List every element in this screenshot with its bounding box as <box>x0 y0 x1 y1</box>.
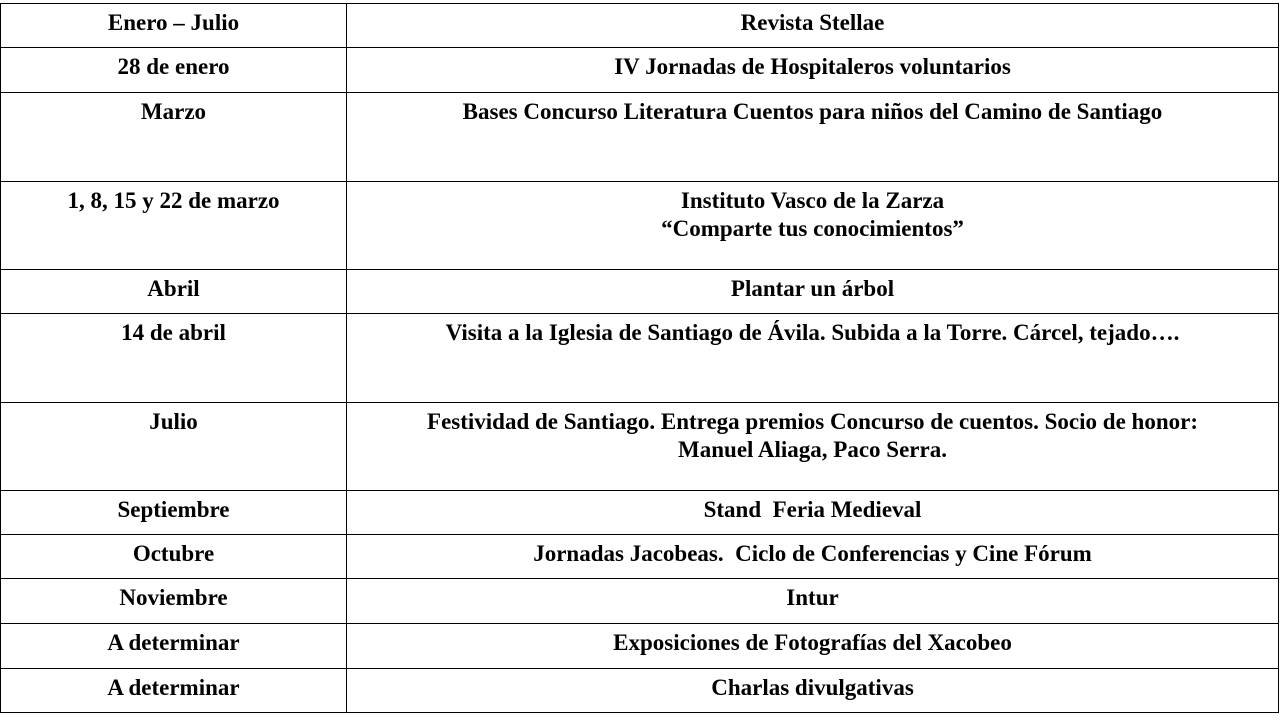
date-cell: 1, 8, 15 y 22 de marzo <box>1 182 347 270</box>
date-cell: Julio <box>1 403 347 491</box>
date-cell: Noviembre <box>1 579 347 624</box>
activity-schedule-table <box>0 3 1279 713</box>
date-cell: Octubre <box>1 535 347 579</box>
event-cell: Instituto Vasco de la Zarza “Comparte tus conocimientos” <box>347 182 1279 270</box>
date-cell: Enero – Julio <box>1 4 347 48</box>
event-cell: Visita a la Iglesia de Santiago de Ávila. Subida a la Torre. Cárcel, tejado…. <box>347 314 1279 403</box>
event-cell: Charlas divulgativas <box>347 669 1279 713</box>
event-cell: Intur <box>347 579 1279 624</box>
date-cell: A determinar <box>1 669 347 713</box>
date-cell: Abril <box>1 270 347 314</box>
date-cell: 28 de enero <box>1 48 347 93</box>
date-cell: Marzo <box>1 93 347 182</box>
table-row <box>1 314 1279 403</box>
table-row <box>1 182 1279 270</box>
event-cell: IV Jornadas de Hospitaleros voluntarios <box>347 48 1279 93</box>
table-row <box>1 491 1279 535</box>
event-cell: Revista Stellae <box>347 4 1279 48</box>
table-row <box>1 48 1279 93</box>
table-row <box>1 403 1279 491</box>
event-cell: Bases Concurso Literatura Cuentos para niños del Camino de Santiago <box>347 93 1279 182</box>
table-row <box>1 624 1279 669</box>
date-cell: 14 de abril <box>1 314 347 403</box>
event-cell: Plantar un árbol <box>347 270 1279 314</box>
date-cell: A determinar <box>1 624 347 669</box>
event-cell: Stand Feria Medieval <box>347 491 1279 535</box>
table-row <box>1 579 1279 624</box>
event-cell: Festividad de Santiago. Entrega premios Concurso de cuentos. Socio de honor: Manuel Aliaga, Paco Serra. <box>347 403 1279 491</box>
table-row <box>1 4 1279 48</box>
event-cell: Exposiciones de Fotografías del Xacobeo <box>347 624 1279 669</box>
event-cell: Jornadas Jacobeas. Ciclo de Conferencias y Cine Fórum <box>347 535 1279 579</box>
table-row <box>1 535 1279 579</box>
table-row <box>1 93 1279 182</box>
table-row <box>1 669 1279 713</box>
table-row <box>1 270 1279 314</box>
date-cell: Septiembre <box>1 491 347 535</box>
